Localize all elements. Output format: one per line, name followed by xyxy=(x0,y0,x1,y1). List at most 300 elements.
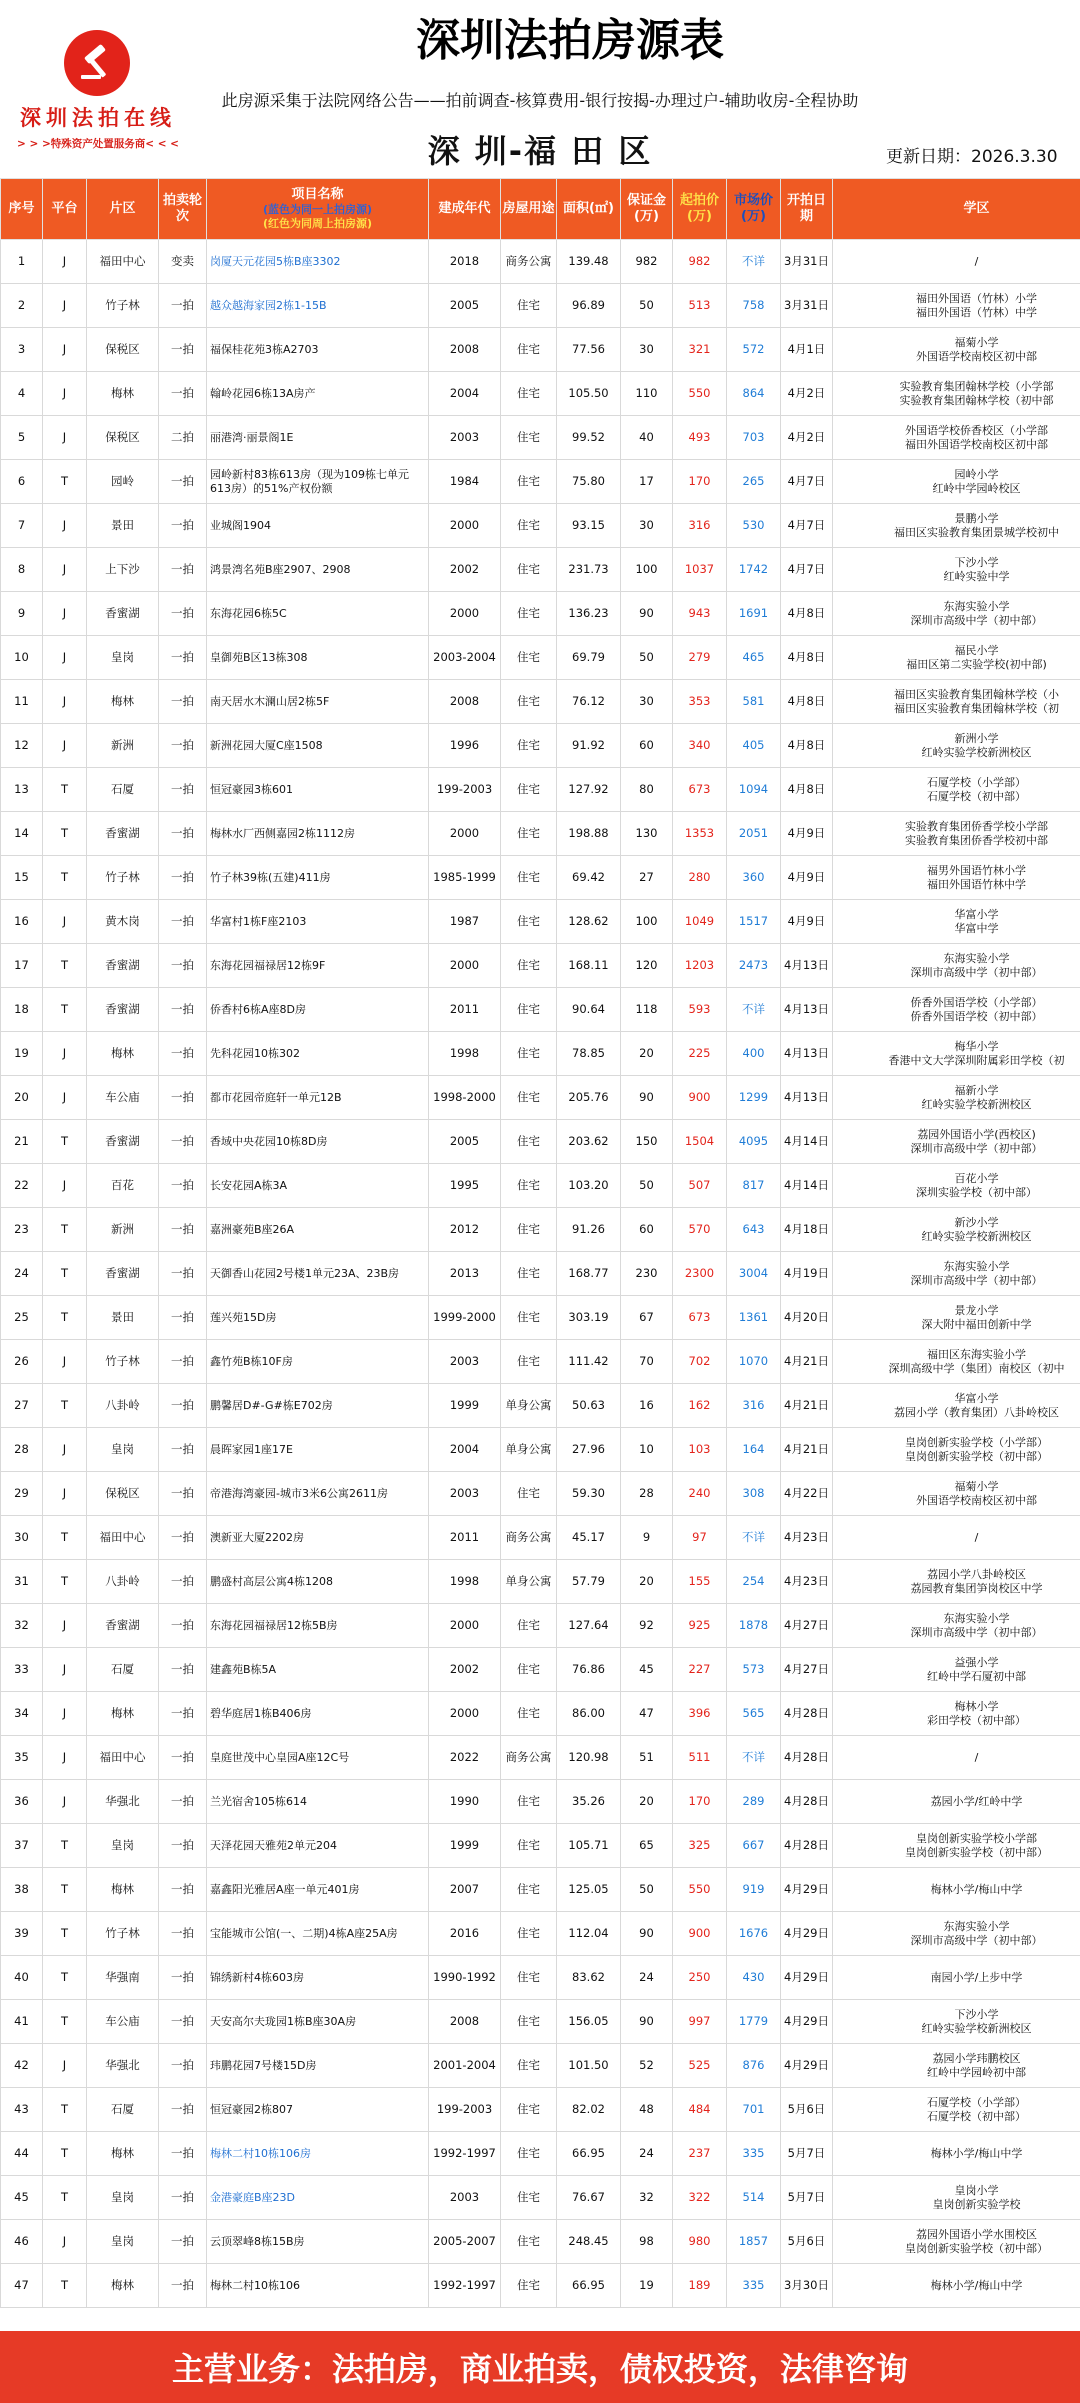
cell-date: 4月14日 xyxy=(781,1164,833,1208)
cell-date: 3月31日 xyxy=(781,240,833,284)
cell-no: 17 xyxy=(1,944,43,988)
table-row xyxy=(1,1956,1080,2000)
cell-market-price: 758 xyxy=(727,284,781,328)
cell-no: 14 xyxy=(1,812,43,856)
cell-start-price: 900 xyxy=(673,1076,727,1120)
cell-year: 2000 xyxy=(429,1692,501,1736)
cell-area: 竹子林 xyxy=(87,856,159,900)
cell-size: 101.50 xyxy=(557,2044,621,2088)
cell-use: 住宅 xyxy=(501,1956,557,2000)
cell-size: 125.05 xyxy=(557,1868,621,1912)
cell-deposit: 98 xyxy=(621,2220,673,2264)
cell-use: 住宅 xyxy=(501,768,557,812)
cell-name: 皇御苑B区13栋308 xyxy=(207,636,429,680)
cell-use: 住宅 xyxy=(501,1252,557,1296)
cell-round: 一拍 xyxy=(159,1076,207,1120)
cell-school: 新沙小学 红岭实验学校新洲校区 xyxy=(833,1208,1080,1252)
footer-banner: 主营业务：法拍房，商业拍卖，债权投资，法律咨询 xyxy=(0,2331,1080,2403)
cell-use: 住宅 xyxy=(501,944,557,988)
cell-size: 168.77 xyxy=(557,1252,621,1296)
cell-year: 2011 xyxy=(429,1516,501,1560)
cell-area: 华强北 xyxy=(87,1780,159,1824)
cell-start-price: 593 xyxy=(673,988,727,1032)
cell-area: 石厦 xyxy=(87,768,159,812)
cell-date: 5月7日 xyxy=(781,2132,833,2176)
cell-name: 都市花园帝庭轩一单元12B xyxy=(207,1076,429,1120)
cell-start-price: 997 xyxy=(673,2000,727,2044)
cell-platform: T xyxy=(43,1516,87,1560)
cell-no: 30 xyxy=(1,1516,43,1560)
cell-school: / xyxy=(833,240,1080,284)
cell-market-price: 703 xyxy=(727,416,781,460)
cell-deposit: 48 xyxy=(621,2088,673,2132)
cell-name: 翰岭花园6栋13A房产 xyxy=(207,372,429,416)
cell-platform: J xyxy=(43,724,87,768)
table-header-row xyxy=(1,179,1080,240)
cell-deposit: 80 xyxy=(621,768,673,812)
cell-name: 云顶翠峰8栋15B房 xyxy=(207,2220,429,2264)
cell-deposit: 20 xyxy=(621,1032,673,1076)
cell-start-price: 673 xyxy=(673,1296,727,1340)
cell-no: 3 xyxy=(1,328,43,372)
cell-start-price: 702 xyxy=(673,1340,727,1384)
cell-area: 香蜜湖 xyxy=(87,988,159,1032)
cell-date: 4月8日 xyxy=(781,680,833,724)
cell-year: 199-2003 xyxy=(429,2088,501,2132)
cell-use: 住宅 xyxy=(501,460,557,504)
cell-platform: T xyxy=(43,1296,87,1340)
cell-round: 一拍 xyxy=(159,2044,207,2088)
cell-market-price: 817 xyxy=(727,1164,781,1208)
cell-area: 竹子林 xyxy=(87,1912,159,1956)
cell-market-price: 164 xyxy=(727,1428,781,1472)
cell-platform: T xyxy=(43,1208,87,1252)
cell-size: 57.79 xyxy=(557,1560,621,1604)
cell-school: 侨香外国语学校（小学部） 侨香外国语学校（初中部） xyxy=(833,988,1080,1032)
cell-no: 21 xyxy=(1,1120,43,1164)
cell-market-price: 不详 xyxy=(727,1736,781,1780)
cell-use: 商务公寓 xyxy=(501,1516,557,1560)
cell-platform: J xyxy=(43,680,87,724)
cell-use: 住宅 xyxy=(501,2000,557,2044)
cell-name: 宝能城市公馆(一、二期)4栋A座25A房 xyxy=(207,1912,429,1956)
cell-date: 5月6日 xyxy=(781,2088,833,2132)
cell-name: 天泽花园天雅苑2单元204 xyxy=(207,1824,429,1868)
cell-use: 住宅 xyxy=(501,1076,557,1120)
cell-deposit: 30 xyxy=(621,328,673,372)
cell-no: 31 xyxy=(1,1560,43,1604)
logo-gavel-icon xyxy=(64,30,130,96)
cell-start-price: 1037 xyxy=(673,548,727,592)
cell-date: 4月22日 xyxy=(781,1472,833,1516)
cell-year: 2002 xyxy=(429,548,501,592)
cell-name: 丽港湾·丽景阁1E xyxy=(207,416,429,460)
cell-name: 东海花园6栋5C xyxy=(207,592,429,636)
cell-market-price: 254 xyxy=(727,1560,781,1604)
cell-no: 42 xyxy=(1,2044,43,2088)
cell-area: 梅林 xyxy=(87,2264,159,2308)
cell-area: 保税区 xyxy=(87,416,159,460)
cell-use: 住宅 xyxy=(501,1604,557,1648)
cell-area: 石厦 xyxy=(87,1648,159,1692)
cell-platform: J xyxy=(43,1076,87,1120)
cell-platform: T xyxy=(43,944,87,988)
cell-size: 50.63 xyxy=(557,1384,621,1428)
cell-school: 皇岗创新实验学校小学部 皇岗创新实验学校（初中部） xyxy=(833,1824,1080,1868)
cell-no: 26 xyxy=(1,1340,43,1384)
cell-name[interactable]: 梅林二村10栋106房 xyxy=(207,2132,429,2176)
cell-start-price: 170 xyxy=(673,1780,727,1824)
cell-school: 梅林小学/梅山中学 xyxy=(833,2132,1080,2176)
cell-area: 石厦 xyxy=(87,2088,159,2132)
cell-name: 碧华庭居1栋B406房 xyxy=(207,1692,429,1736)
region-title: 深 圳-福 田 区 xyxy=(427,132,653,170)
cell-school: 东海实验小学 深圳市高级中学（初中部） xyxy=(833,592,1080,636)
cell-date: 4月7日 xyxy=(781,548,833,592)
cell-date: 4月28日 xyxy=(781,1824,833,1868)
cell-school: 下沙小学 红岭实验中学 xyxy=(833,548,1080,592)
cell-start-price: 155 xyxy=(673,1560,727,1604)
cell-name: 兰光宿舍105栋614 xyxy=(207,1780,429,1824)
cell-deposit: 40 xyxy=(621,416,673,460)
cell-area: 车公庙 xyxy=(87,2000,159,2044)
cell-market-price: 667 xyxy=(727,1824,781,1868)
cell-no: 45 xyxy=(1,2176,43,2220)
cell-no: 22 xyxy=(1,1164,43,1208)
cell-area: 百花 xyxy=(87,1164,159,1208)
cell-area: 梅林 xyxy=(87,680,159,724)
cell-school: 景鹏小学 福田区实验教育集团景城学校初中 xyxy=(833,504,1080,548)
cell-name: 嘉洲豪苑B座26A xyxy=(207,1208,429,1252)
cell-no: 40 xyxy=(1,1956,43,2000)
cell-start-price: 325 xyxy=(673,1824,727,1868)
cell-date: 4月23日 xyxy=(781,1560,833,1604)
cell-platform: J xyxy=(43,900,87,944)
col-header-market-price: 市场价(万) xyxy=(727,179,781,240)
cell-round: 一拍 xyxy=(159,1428,207,1472)
col-header-start-price: 起拍价(万) xyxy=(673,179,727,240)
cell-market-price: 335 xyxy=(727,2132,781,2176)
cell-school: 园岭小学 红岭中学园岭校区 xyxy=(833,460,1080,504)
cell-no: 15 xyxy=(1,856,43,900)
cell-deposit: 30 xyxy=(621,680,673,724)
cell-platform: T xyxy=(43,1120,87,1164)
cell-date: 5月7日 xyxy=(781,2176,833,2220)
table-row xyxy=(1,284,1080,328)
cell-name[interactable]: 岗厦天元花园5栋B座3302 xyxy=(207,240,429,284)
cell-deposit: 150 xyxy=(621,1120,673,1164)
col-header-name-label: 项目名称 xyxy=(291,187,344,203)
table-row xyxy=(1,548,1080,592)
cell-school: 景龙小学 深大附中福田创新中学 xyxy=(833,1296,1080,1340)
cell-round: 变卖 xyxy=(159,240,207,284)
cell-name: 香域中央花园10栋8D房 xyxy=(207,1120,429,1164)
cell-market-price: 360 xyxy=(727,856,781,900)
table-row xyxy=(1,1208,1080,1252)
cell-deposit: 28 xyxy=(621,1472,673,1516)
cell-platform: J xyxy=(43,1472,87,1516)
cell-name: 南天居水木澜山居2栋5F xyxy=(207,680,429,724)
cell-market-price: 1742 xyxy=(727,548,781,592)
cell-no: 28 xyxy=(1,1428,43,1472)
cell-size: 59.30 xyxy=(557,1472,621,1516)
cell-date: 4月28日 xyxy=(781,1692,833,1736)
cell-start-price: 1203 xyxy=(673,944,727,988)
cell-school: 外国语学校侨香校区（小学部 福田外国语学校南校区初中部 xyxy=(833,416,1080,460)
cell-date: 4月20日 xyxy=(781,1296,833,1340)
cell-start-price: 250 xyxy=(673,1956,727,2000)
cell-size: 27.96 xyxy=(557,1428,621,1472)
table-row xyxy=(1,2044,1080,2088)
cell-date: 4月27日 xyxy=(781,1604,833,1648)
cell-market-price: 643 xyxy=(727,1208,781,1252)
cell-no: 12 xyxy=(1,724,43,768)
cell-school: 华富小学 荔园小学（教育集团）八卦岭校区 xyxy=(833,1384,1080,1428)
cell-use: 单身公寓 xyxy=(501,1384,557,1428)
cell-year: 2003 xyxy=(429,1472,501,1516)
cell-round: 一拍 xyxy=(159,1780,207,1824)
table-row xyxy=(1,944,1080,988)
cell-market-price: 573 xyxy=(727,1648,781,1692)
table-row xyxy=(1,1516,1080,1560)
cell-date: 4月8日 xyxy=(781,636,833,680)
cell-market-price: 不详 xyxy=(727,1516,781,1560)
cell-no: 29 xyxy=(1,1472,43,1516)
cell-school: 荔园小学玮鹏校区 红岭中学园岭初中部 xyxy=(833,2044,1080,2088)
cell-platform: T xyxy=(43,460,87,504)
cell-deposit: 50 xyxy=(621,284,673,328)
cell-market-price: 430 xyxy=(727,1956,781,2000)
cell-deposit: 230 xyxy=(621,1252,673,1296)
cell-size: 136.23 xyxy=(557,592,621,636)
cell-year: 2022 xyxy=(429,1736,501,1780)
cell-deposit: 20 xyxy=(621,1780,673,1824)
table-row xyxy=(1,2132,1080,2176)
cell-size: 66.95 xyxy=(557,2132,621,2176)
cell-deposit: 17 xyxy=(621,460,673,504)
cell-use: 住宅 xyxy=(501,900,557,944)
cell-use: 住宅 xyxy=(501,1164,557,1208)
cell-year: 2000 xyxy=(429,944,501,988)
cell-use: 住宅 xyxy=(501,372,557,416)
cell-start-price: 493 xyxy=(673,416,727,460)
cell-size: 86.00 xyxy=(557,1692,621,1736)
cell-size: 248.45 xyxy=(557,2220,621,2264)
cell-use: 住宅 xyxy=(501,416,557,460)
cell-round: 一拍 xyxy=(159,1516,207,1560)
cell-name: 玮鹏花园7号楼15D房 xyxy=(207,2044,429,2088)
cell-no: 35 xyxy=(1,1736,43,1780)
table-row xyxy=(1,592,1080,636)
cell-area: 园岭 xyxy=(87,460,159,504)
cell-market-price: 308 xyxy=(727,1472,781,1516)
cell-size: 128.62 xyxy=(557,900,621,944)
cell-no: 43 xyxy=(1,2088,43,2132)
cell-date: 3月31日 xyxy=(781,284,833,328)
cell-round: 一拍 xyxy=(159,2132,207,2176)
cell-deposit: 120 xyxy=(621,944,673,988)
table-row xyxy=(1,1868,1080,1912)
cell-use: 住宅 xyxy=(501,1780,557,1824)
table-row xyxy=(1,416,1080,460)
cell-start-price: 484 xyxy=(673,2088,727,2132)
cell-size: 203.62 xyxy=(557,1120,621,1164)
table-row xyxy=(1,1780,1080,1824)
cell-start-price: 2300 xyxy=(673,1252,727,1296)
cell-use: 商务公寓 xyxy=(501,240,557,284)
cell-no: 34 xyxy=(1,1692,43,1736)
cell-round: 一拍 xyxy=(159,328,207,372)
cell-school: 福田外国语（竹林）小学 福田外国语（竹林）中学 xyxy=(833,284,1080,328)
cell-year: 2008 xyxy=(429,328,501,372)
cell-round: 一拍 xyxy=(159,1868,207,1912)
cell-use: 住宅 xyxy=(501,2088,557,2132)
cell-school: 福新小学 红岭实验学校新洲校区 xyxy=(833,1076,1080,1120)
cell-round: 一拍 xyxy=(159,592,207,636)
cell-year: 2013 xyxy=(429,1252,501,1296)
cell-platform: T xyxy=(43,2264,87,2308)
cell-school: 下沙小学 红岭实验学校新洲校区 xyxy=(833,2000,1080,2044)
cell-date: 4月29日 xyxy=(781,2000,833,2044)
cell-area: 华强北 xyxy=(87,2044,159,2088)
cell-market-price: 864 xyxy=(727,372,781,416)
cell-use: 住宅 xyxy=(501,1032,557,1076)
cell-name: 莲兴苑15D房 xyxy=(207,1296,429,1340)
cell-round: 一拍 xyxy=(159,1736,207,1780)
cell-year: 1985-1999 xyxy=(429,856,501,900)
col-header-school: 学区 xyxy=(833,179,1080,240)
cell-market-price: 3004 xyxy=(727,1252,781,1296)
cell-no: 41 xyxy=(1,2000,43,2044)
cell-no: 38 xyxy=(1,1868,43,1912)
cell-start-price: 980 xyxy=(673,2220,727,2264)
cell-date: 4月9日 xyxy=(781,900,833,944)
cell-no: 6 xyxy=(1,460,43,504)
cell-platform: J xyxy=(43,284,87,328)
cell-market-price: 405 xyxy=(727,724,781,768)
logo-slogan: > > >特殊资产处置服务商< < < xyxy=(17,138,179,150)
cell-platform: J xyxy=(43,2220,87,2264)
table-row xyxy=(1,724,1080,768)
cell-year: 1998-2000 xyxy=(429,1076,501,1120)
cell-deposit: 90 xyxy=(621,1076,673,1120)
cell-date: 4月18日 xyxy=(781,1208,833,1252)
cell-name[interactable]: 越众越海家园2栋1-15B xyxy=(207,284,429,328)
cell-no: 46 xyxy=(1,2220,43,2264)
cell-area: 竹子林 xyxy=(87,284,159,328)
cell-name: 侨香村6栋A座8D房 xyxy=(207,988,429,1032)
cell-area: 皇岗 xyxy=(87,636,159,680)
cell-start-price: 237 xyxy=(673,2132,727,2176)
cell-no: 32 xyxy=(1,1604,43,1648)
cell-area: 皇岗 xyxy=(87,1824,159,1868)
cell-name: 梅林水厂西侧嘉园2栋1112房 xyxy=(207,812,429,856)
cell-start-price: 900 xyxy=(673,1912,727,1956)
cell-market-price: 265 xyxy=(727,460,781,504)
cell-area: 景田 xyxy=(87,1296,159,1340)
cell-name: 鑫竹苑B栋10F房 xyxy=(207,1340,429,1384)
cell-date: 4月29日 xyxy=(781,1956,833,2000)
cell-market-price: 581 xyxy=(727,680,781,724)
cell-use: 住宅 xyxy=(501,1120,557,1164)
col-header-size: 面积(㎡) xyxy=(557,179,621,240)
cell-platform: J xyxy=(43,240,87,284)
cell-start-price: 1504 xyxy=(673,1120,727,1164)
table-row xyxy=(1,2088,1080,2132)
cell-year: 2018 xyxy=(429,240,501,284)
cell-round: 一拍 xyxy=(159,460,207,504)
cell-name: 恒冠豪园3栋601 xyxy=(207,768,429,812)
cell-deposit: 60 xyxy=(621,724,673,768)
cell-name: 福保桂花苑3栋A2703 xyxy=(207,328,429,372)
cell-year: 2012 xyxy=(429,1208,501,1252)
cell-platform: J xyxy=(43,1428,87,1472)
cell-area: 车公庙 xyxy=(87,1076,159,1120)
cell-market-price: 289 xyxy=(727,1780,781,1824)
cell-school: 梅华小学 香港中文大学深圳附属彩田学校（初 xyxy=(833,1032,1080,1076)
cell-no: 13 xyxy=(1,768,43,812)
cell-school: 福田区东海实验小学 深圳高级中学（集团）南校区（初中 xyxy=(833,1340,1080,1384)
cell-name: 鹏馨居D#-G#栋E702房 xyxy=(207,1384,429,1428)
cell-year: 1984 xyxy=(429,460,501,504)
cell-name: 华富村1栋F座2103 xyxy=(207,900,429,944)
cell-name: 东海花园福禄居12栋9F xyxy=(207,944,429,988)
cell-school: 荔园小学/红岭中学 xyxy=(833,1780,1080,1824)
cell-start-price: 513 xyxy=(673,284,727,328)
cell-school: 实验教育集团翰林学校（小学部 实验教育集团翰林学校（初中部 xyxy=(833,372,1080,416)
cell-market-price: 1857 xyxy=(727,2220,781,2264)
cell-round: 一拍 xyxy=(159,1824,207,1868)
cell-no: 27 xyxy=(1,1384,43,1428)
cell-use: 住宅 xyxy=(501,1648,557,1692)
cell-size: 231.73 xyxy=(557,548,621,592)
cell-market-price: 400 xyxy=(727,1032,781,1076)
table-row xyxy=(1,768,1080,812)
cell-area: 保税区 xyxy=(87,1472,159,1516)
cell-use: 商务公寓 xyxy=(501,1736,557,1780)
cell-date: 4月9日 xyxy=(781,856,833,900)
cell-no: 18 xyxy=(1,988,43,1032)
cell-date: 4月8日 xyxy=(781,768,833,812)
cell-deposit: 65 xyxy=(621,1824,673,1868)
cell-no: 10 xyxy=(1,636,43,680)
cell-area: 香蜜湖 xyxy=(87,944,159,988)
cell-size: 93.15 xyxy=(557,504,621,548)
cell-no: 19 xyxy=(1,1032,43,1076)
cell-year: 2011 xyxy=(429,988,501,1032)
cell-name: 晨晖家园1座17E xyxy=(207,1428,429,1472)
cell-area: 皇岗 xyxy=(87,2176,159,2220)
cell-school: 东海实验小学 深圳市高级中学（初中部） xyxy=(833,1912,1080,1956)
cell-round: 一拍 xyxy=(159,1340,207,1384)
cell-name[interactable]: 金港豪庭B座23D xyxy=(207,2176,429,2220)
cell-platform: J xyxy=(43,416,87,460)
cell-start-price: 1049 xyxy=(673,900,727,944)
cell-area: 皇岗 xyxy=(87,2220,159,2264)
cell-year: 2008 xyxy=(429,2000,501,2044)
cell-use: 住宅 xyxy=(501,2264,557,2308)
cell-platform: T xyxy=(43,2132,87,2176)
cell-name: 建鑫苑B栋5A xyxy=(207,1648,429,1692)
cell-size: 105.71 xyxy=(557,1824,621,1868)
cell-date: 4月19日 xyxy=(781,1252,833,1296)
cell-deposit: 90 xyxy=(621,1912,673,1956)
cell-year: 2016 xyxy=(429,1912,501,1956)
cell-year: 1990 xyxy=(429,1780,501,1824)
cell-start-price: 925 xyxy=(673,1604,727,1648)
cell-school: 梅林小学/梅山中学 xyxy=(833,2264,1080,2308)
cell-size: 127.92 xyxy=(557,768,621,812)
